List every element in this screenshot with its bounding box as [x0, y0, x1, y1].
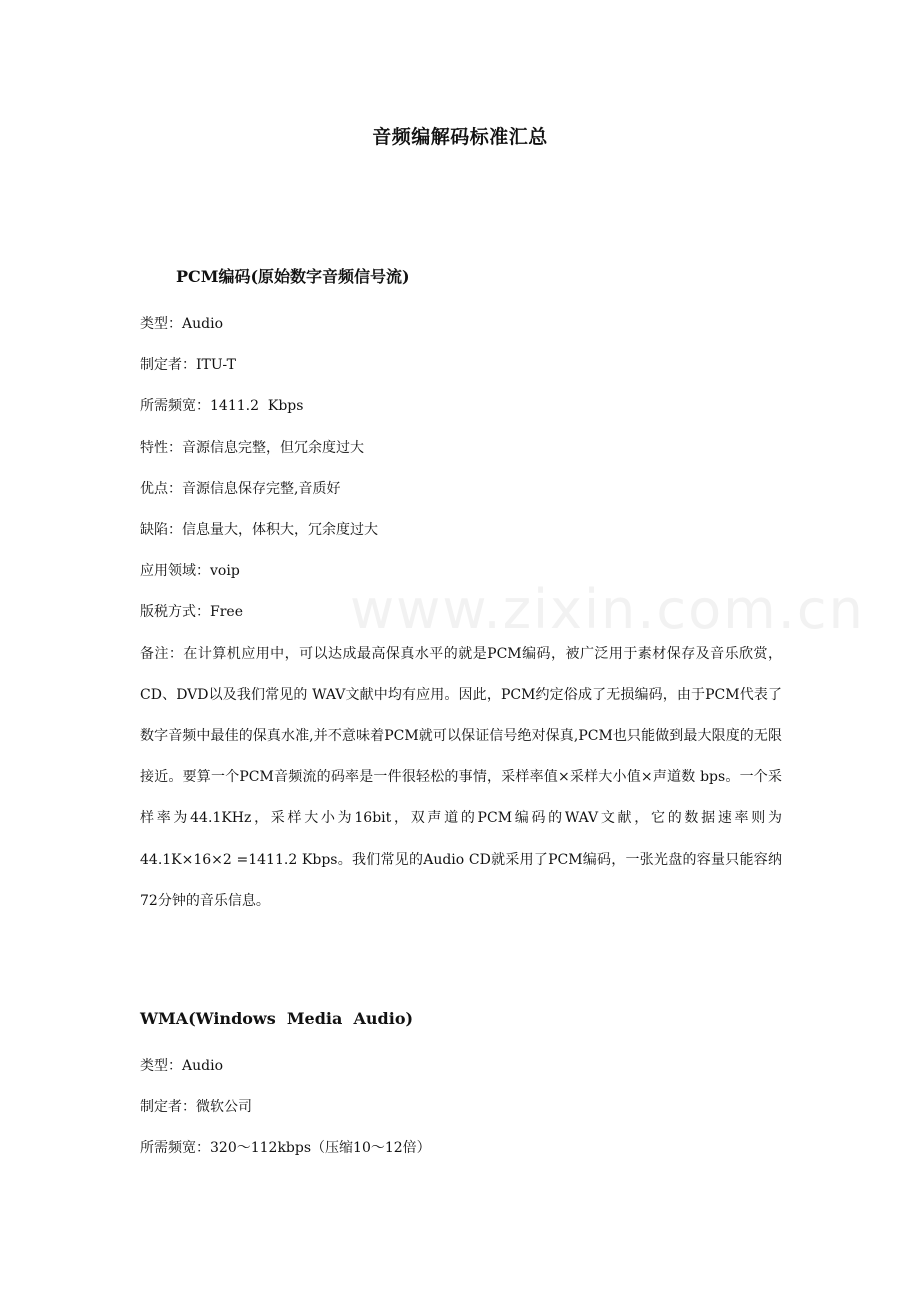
document-title: 音频编解码标准汇总 — [372, 126, 548, 148]
section-wma — [140, 1004, 782, 1170]
watermark: www.zixin.com.cn — [350, 578, 865, 641]
section-heading-wma: WMA(Windows Media Audio) — [140, 1009, 414, 1028]
section-heading-pcm: PCM编码(原始数字音频信号流) — [176, 267, 410, 286]
field-type: 类型：Audio — [140, 316, 223, 332]
field-author: 制定者：ITU-T — [140, 357, 236, 374]
field-type: 类型：Audio — [140, 1058, 223, 1074]
field-application: 应用领域：voip — [140, 563, 240, 580]
field-bandwidth: 所需频宽：320～112kbps（压缩10～12倍） — [140, 1140, 431, 1157]
field-author: 制定者：微软公司 — [140, 1099, 252, 1116]
section-pcm — [140, 262, 782, 922]
field-drawbacks: 缺陷：信息量大，体积大，冗余度过大 — [140, 521, 378, 538]
field-royalty: 版税方式：Free — [140, 604, 243, 621]
field-features: 特性：音源信息完整，但冗余度过大 — [140, 439, 364, 456]
field-note: 备注：在计算机应用中，可以达成最高保真水平的就是PCM编码，被广泛用于素材保存及音乐欣赏，CD、DVD以及我们常见的 WAV文献中均有应用。因此，PCM约定俗成了无损编码，由于PCM代表了数字音频中最佳的保真水准,并不意味着PCM就可以保证信号绝对保真,PCM也只能做到最大限度的无限接近。要算一个PCM音频流的码率是一件很轻松的事情，采样率值×采样大小值×声道数 bps。一个采样率为44.1KHz，采样大小为16bit，双声道的PCM编码的WAV文献，它的数据速率则为 44.1K×16×2 =1411.2 Kbps。我们常见的Audio CD就采用了PCM编码，一张光盘的容量只能容纳72分钟的音乐信息。 — [140, 645, 782, 909]
field-advantages: 优点：音源信息保存完整,音质好 — [140, 480, 341, 497]
field-bandwidth: 所需频宽：1411.2 Kbps — [140, 398, 304, 415]
